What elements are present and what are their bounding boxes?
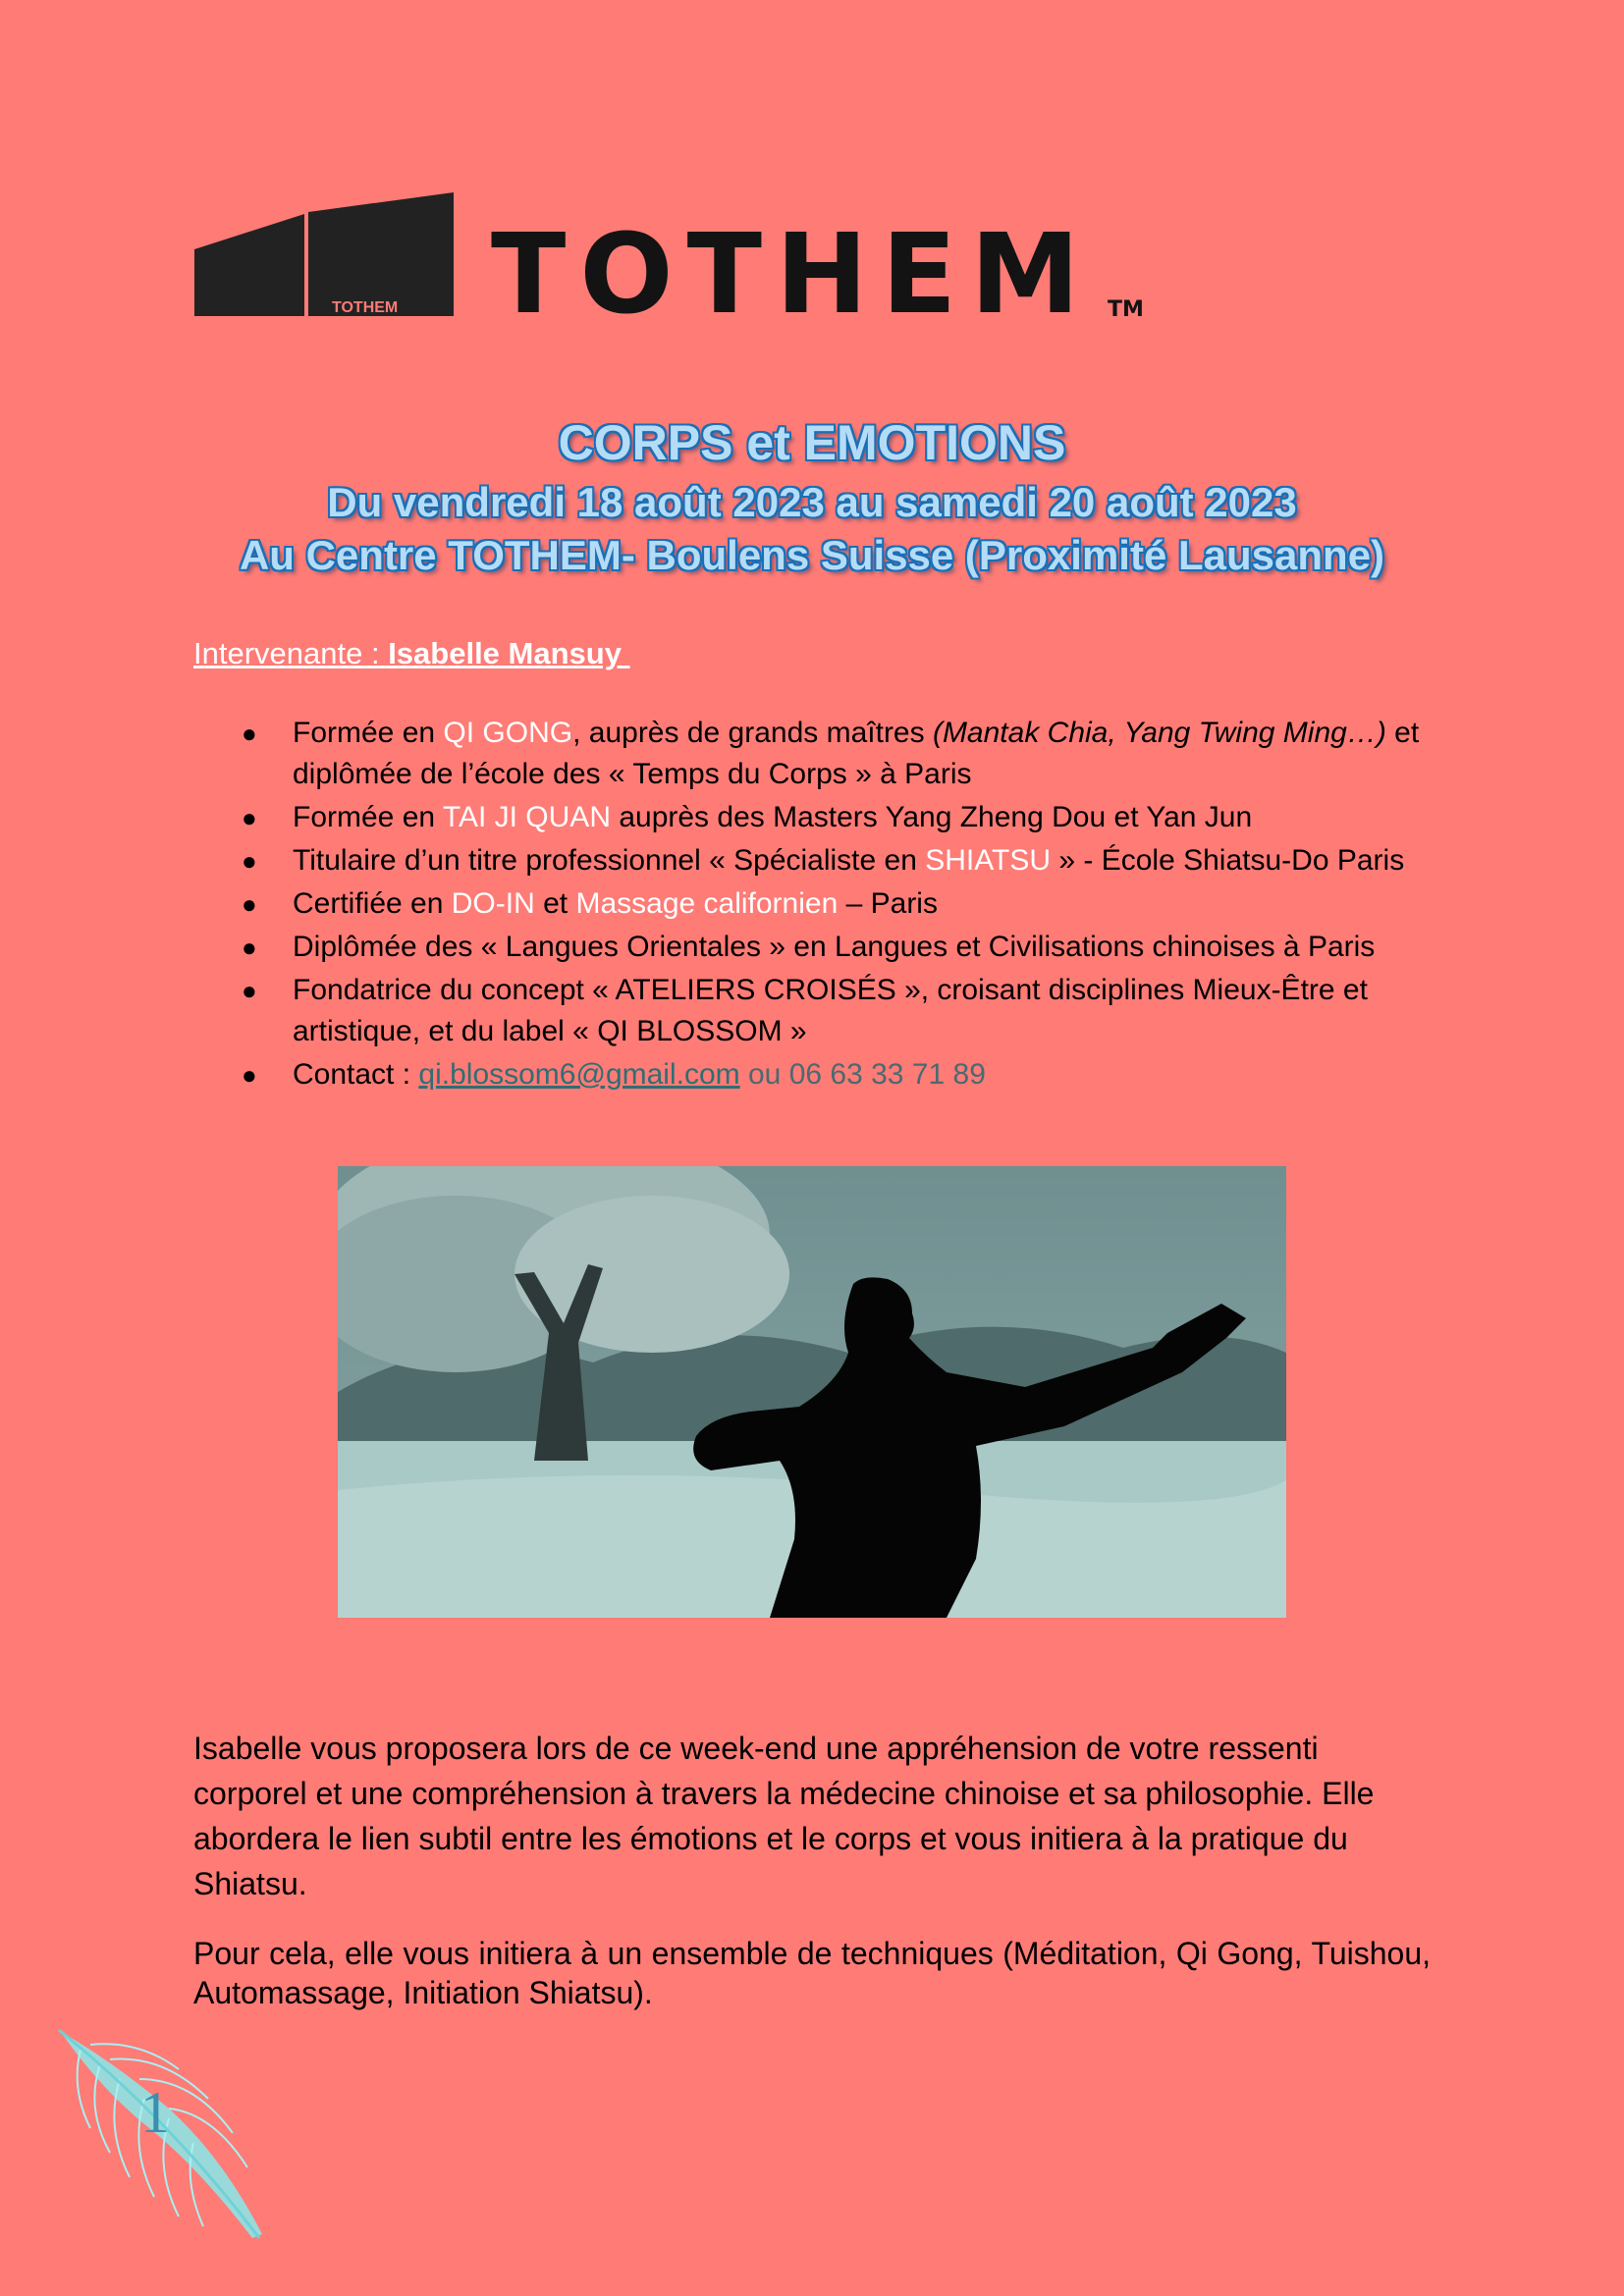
logo-mark-text: TOTHEM (332, 299, 399, 316)
event-location: Au Centre TOTHEM- Boulens Suisse (Proximité Lausanne) (239, 532, 1385, 578)
bullet-icon: ● (242, 846, 257, 876)
highlight-doin: DO-IN (451, 887, 535, 920)
highlight-taijiquan: TAI JI QUAN (442, 801, 611, 833)
text: et (534, 887, 576, 920)
contact-email-link[interactable]: qi.blossom6@gmail.com (418, 1058, 740, 1091)
list-item (242, 927, 1459, 968)
highlight-qigong: QI GONG (443, 717, 573, 749)
tothem-logo-mark (194, 192, 454, 316)
bullet-icon: ● (242, 889, 257, 919)
text: Fondatrice du concept « ATELIERS CROISÉS », croisant disciplines Mieux-Être et artistique, et du label « QI BLOSSOM » (293, 974, 1368, 1047)
text: Formée en (293, 717, 444, 749)
list-item (242, 797, 1459, 838)
logo-trademark: TM (1108, 297, 1144, 322)
bullet-icon: ● (242, 1060, 257, 1090)
description-paragraph: Isabelle vous proposera lors de ce week-end une appréhension de votre ressenti corporel et une compréhension à travers la médecine chinoise et sa philosophie. Elle abordera le lien subtil entre les émotions et le corps et vous initiera à la pratique du Shiatsu. (193, 1731, 1375, 1901)
speaker-name: Isabelle Mansuy (388, 636, 622, 670)
event-title: CORPS et EMOTIONS (558, 415, 1066, 470)
bullet-icon: ● (242, 803, 257, 832)
page-number: 1 (140, 2080, 170, 2145)
list-item (242, 1054, 1459, 1095)
bullet-icon: ● (242, 933, 257, 962)
speaker-line (193, 636, 630, 671)
list-item (242, 840, 1459, 881)
text: et diplômée de l’école des « Temps du Corps » à Paris (293, 717, 1420, 790)
logo-wordmark: TOTHEM (491, 211, 1094, 339)
speaker-label: Intervenante : (193, 636, 389, 670)
text: Titulaire d’un titre professionnel « Spécialiste en (293, 844, 926, 877)
text: ou (739, 1058, 789, 1091)
text: – Paris (838, 887, 938, 920)
text: Certifiée en (293, 887, 452, 920)
techniques-paragraph: Pour cela, elle vous initiera à un ensemble de techniques (Méditation, Qi Gong, Tuishou, Automassage, Initiation Shiatsu). (193, 1936, 1431, 2010)
contact-phone: 06 63 33 71 89 (788, 1058, 986, 1091)
bullet-icon: ● (242, 976, 257, 1005)
list-item (242, 883, 1459, 925)
contact-label: Contact : (293, 1058, 419, 1091)
practitioner-photo (338, 1166, 1286, 1618)
text: Formée en (293, 801, 443, 833)
text: Diplômée des « Langues Orientales » en Langues et Civilisations chinoises à Paris (293, 931, 1376, 963)
list-item (242, 713, 1459, 795)
masters-names: (Mantak Chia, Yang Twing Ming…) (932, 717, 1386, 749)
text: , auprès de grands maîtres (572, 717, 933, 749)
event-dates: Du vendredi 18 août 2023 au samedi 20 août 2023 (327, 479, 1297, 525)
text: auprès des Masters Yang Zheng Dou et Yan Jun (610, 801, 1253, 833)
highlight-shiatsu: SHIATSU (925, 844, 1052, 877)
highlight-massage: Massage californien (575, 887, 839, 920)
bullet-icon: ● (242, 719, 257, 748)
credentials-list (242, 713, 1459, 1097)
text: » - École Shiatsu-Do Paris (1051, 844, 1405, 877)
list-item (242, 970, 1459, 1052)
